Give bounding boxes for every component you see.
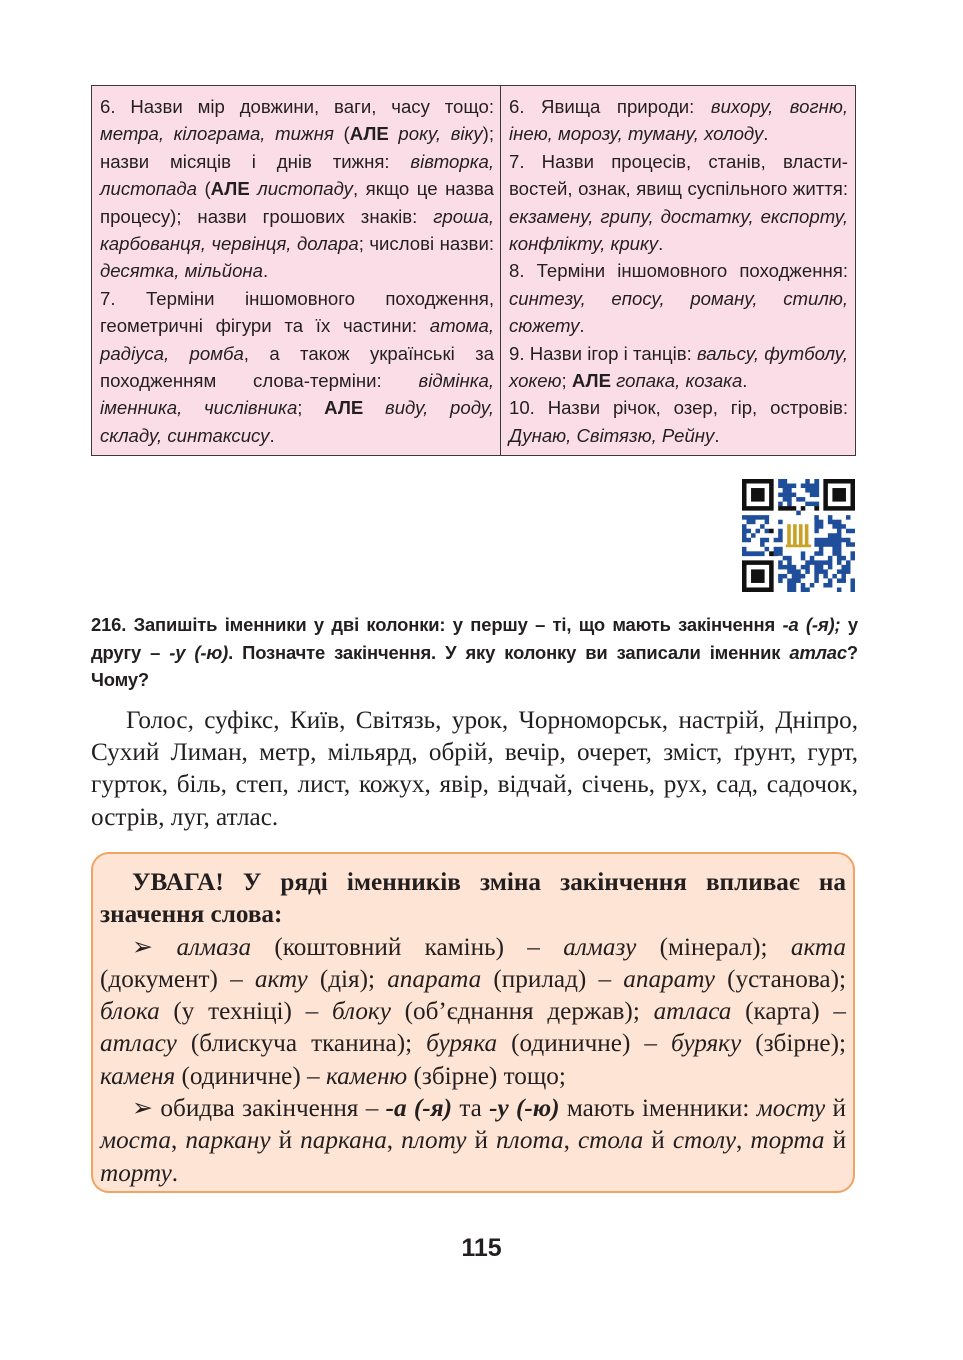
italic-run: -у (-ю) — [169, 641, 229, 663]
text-run: . — [579, 315, 585, 337]
attention-note-item-1-text — [100, 934, 846, 1090]
text-run: (дія); — [307, 965, 388, 993]
italic-run: паркану — [185, 1127, 271, 1155]
italic-run: паркана — [300, 1127, 387, 1155]
text-run: (прилад) – — [481, 965, 624, 993]
text-run: й — [643, 1127, 673, 1155]
text-run: 6. Явища природи: — [509, 96, 711, 117]
text-run: (коштовний камінь) – — [251, 933, 564, 961]
text-run: . — [171, 1159, 179, 1187]
text-run: ; — [297, 397, 325, 419]
italic-run: стола — [577, 1127, 644, 1155]
arrow-bullet-icon: ➢ — [132, 1095, 154, 1123]
text-run: . Позначте закінчення. У яку колонку ви записали іменник — [228, 641, 790, 663]
page-number: 115 — [461, 1234, 502, 1262]
italic-run: атласа — [653, 998, 732, 1026]
rules-column-u-yu — [501, 86, 856, 456]
bold-run: АЛЕ — [324, 397, 364, 419]
italic-run: виду, роду, складу, синтаксису — [100, 397, 494, 446]
text-run: 7. Назви процесів, станів, властивостей, ознак, явищ суспільного життя: — [509, 150, 848, 200]
italic-run: акту — [254, 965, 308, 993]
text-run: 9. Назви ігор і танців: — [509, 342, 697, 364]
text-run: , якщо це назва процесу); назви грошових знаків: — [100, 178, 494, 227]
italic-run: апарата — [387, 965, 482, 993]
text-run: (документ) – — [100, 965, 255, 993]
bold-italic-run: -а (-я) — [385, 1095, 453, 1123]
text-run: й — [825, 1095, 846, 1123]
arrow-bullet-icon: ➢ — [132, 933, 154, 961]
attention-note-heading: УВАГА! У ряді іменників зміна закінчення впливає на значення слова: — [100, 869, 846, 929]
text-run: (блискуча тканина); — [176, 1030, 427, 1058]
text-run: ); назви місяців і днів тижня: — [100, 123, 494, 172]
text-run — [363, 397, 385, 418]
italic-run: алмаза — [176, 933, 252, 961]
attention-note — [91, 852, 855, 1193]
italic-run: апарату — [623, 965, 715, 993]
rules-column-a-ya — [92, 86, 501, 456]
text-run: 7. Терміни іншомовного походження, геометричні фігури та їх частини: — [100, 287, 494, 337]
italic-run: гроша, карбованця, червінця, долара — [100, 205, 494, 255]
text-run: . — [269, 424, 275, 446]
text-run: ( — [333, 123, 350, 145]
italic-run: буряка — [426, 1030, 498, 1058]
qr-code[interactable] — [742, 479, 855, 592]
italic-run: плоту — [401, 1127, 467, 1155]
text-run: й — [270, 1127, 301, 1155]
text-run: . — [742, 370, 748, 392]
text-run: й — [824, 1127, 847, 1155]
text-run: 8. Терміни іншомовного походження: — [509, 260, 848, 282]
bold-italic-run: -у (-ю) — [489, 1095, 560, 1123]
text-run: 10. Назви річок, озер, гір, островів: — [509, 397, 848, 419]
text-run: мають іменники: — [559, 1095, 757, 1123]
italic-run: вихору, вогню, інею, морозу, туману, холоду — [509, 96, 848, 145]
text-run: . — [714, 424, 720, 446]
exercise-216-task — [91, 611, 858, 694]
text-run: . — [763, 123, 769, 145]
bold-run: АЛЕ — [349, 123, 389, 145]
text-run: , а також українські за походженням слова-терміни: — [100, 342, 494, 392]
text-run: (об’єднання держав); — [390, 998, 654, 1026]
italic-run: вальсу, футболу, хокею — [509, 342, 848, 392]
italic-run: акта — [790, 933, 847, 961]
italic-run: -а (-я); — [782, 614, 841, 635]
text-run: (збірне); — [741, 1030, 846, 1058]
italic-run: блоку — [332, 998, 391, 1026]
text-run: 216. Запишіть іменники у дві колонки: у першу – ті, що мають закінчення — [91, 614, 783, 635]
italic-run: моста — [100, 1127, 171, 1155]
bold-run: АЛЕ — [571, 370, 611, 392]
text-run: . — [658, 233, 664, 255]
italic-run: алмазу — [563, 933, 637, 961]
text-run: та — [452, 1095, 490, 1123]
text-run: (одиничне) – — [175, 1062, 326, 1090]
italic-run: торта — [750, 1127, 825, 1155]
text-run: ( — [196, 178, 211, 200]
italic-run: каменя — [100, 1062, 176, 1090]
italic-run: каменю — [325, 1062, 408, 1090]
italic-run: гопака, козака — [616, 370, 743, 392]
text-run: ; числові назви: — [358, 233, 494, 255]
italic-run: атлас — [789, 641, 847, 663]
attention-note-item-1 — [100, 932, 846, 1093]
italic-run: синтезу, епосу, роману, стилю, сюжету — [509, 287, 848, 337]
italic-run: буряку — [671, 1030, 742, 1058]
text-run: (карта) – — [731, 998, 846, 1026]
exercise-216-word-list: Голос, суфікс, Київ, Світязь, урок, Чорноморськ, настрій, Дніпро, Сухий Лиман, метр, мільярд, обрій, вечір, очерет, зміст, ґрунт, гурт, гурток, біль, степ, лист, кожух, явір, відчай, січень, рух, сад, садочок, острів, луг, атлас. — [91, 707, 858, 831]
attention-note-item-2-text — [100, 1095, 846, 1187]
attention-note-item-2 — [100, 1093, 846, 1190]
text-run — [389, 123, 399, 144]
italic-run: столу — [672, 1127, 737, 1155]
italic-run: плота — [496, 1127, 564, 1155]
italic-run: мосту — [756, 1095, 826, 1123]
italic-run: року, віку — [398, 123, 483, 145]
italic-run: атома, радіуса, ромба — [100, 315, 494, 364]
text-run: , — [386, 1127, 402, 1155]
italic-run: листопаду — [257, 178, 353, 200]
text-run: обидва закінчення – — [160, 1095, 386, 1123]
qr-code-image — [742, 479, 855, 592]
italic-run: Дунаю, Світязю, Рейну — [509, 424, 715, 446]
italic-run: відмінка, іменника, числівника — [100, 370, 494, 419]
italic-run: блока — [100, 998, 160, 1026]
text-run: ? Чому? — [91, 641, 858, 690]
text-run: , — [170, 1127, 186, 1155]
text-run: , — [563, 1127, 578, 1155]
text-run: (одиничне) – — [497, 1030, 672, 1058]
text-run: (установа); — [714, 965, 846, 993]
text-run: й — [466, 1127, 497, 1155]
italic-run: метра, кілограма, тижня — [100, 123, 334, 145]
text-run: , — [736, 1127, 751, 1155]
text-run: (у техніці) – — [159, 998, 332, 1026]
italic-run: торту — [100, 1159, 172, 1187]
text-run: 6. Назви мір довжини, ваги, часу тощо: — [100, 96, 494, 117]
italic-run: десятка, мільйона — [100, 260, 263, 282]
italic-run: атласу — [100, 1030, 177, 1058]
text-run: (збірне) тощо; — [407, 1062, 566, 1090]
text-run: у другу – — [91, 614, 859, 663]
bold-run: АЛЕ — [210, 178, 250, 200]
text-run: ; — [561, 370, 572, 392]
italic-run: екзамену, грипу, достатку, експорту, конфлікту, крику — [509, 205, 848, 255]
text-run: (мінерал); — [636, 933, 791, 961]
italic-run: вівторка, листопада — [100, 150, 494, 200]
rules-table — [91, 85, 856, 456]
text-run: . — [262, 260, 269, 282]
